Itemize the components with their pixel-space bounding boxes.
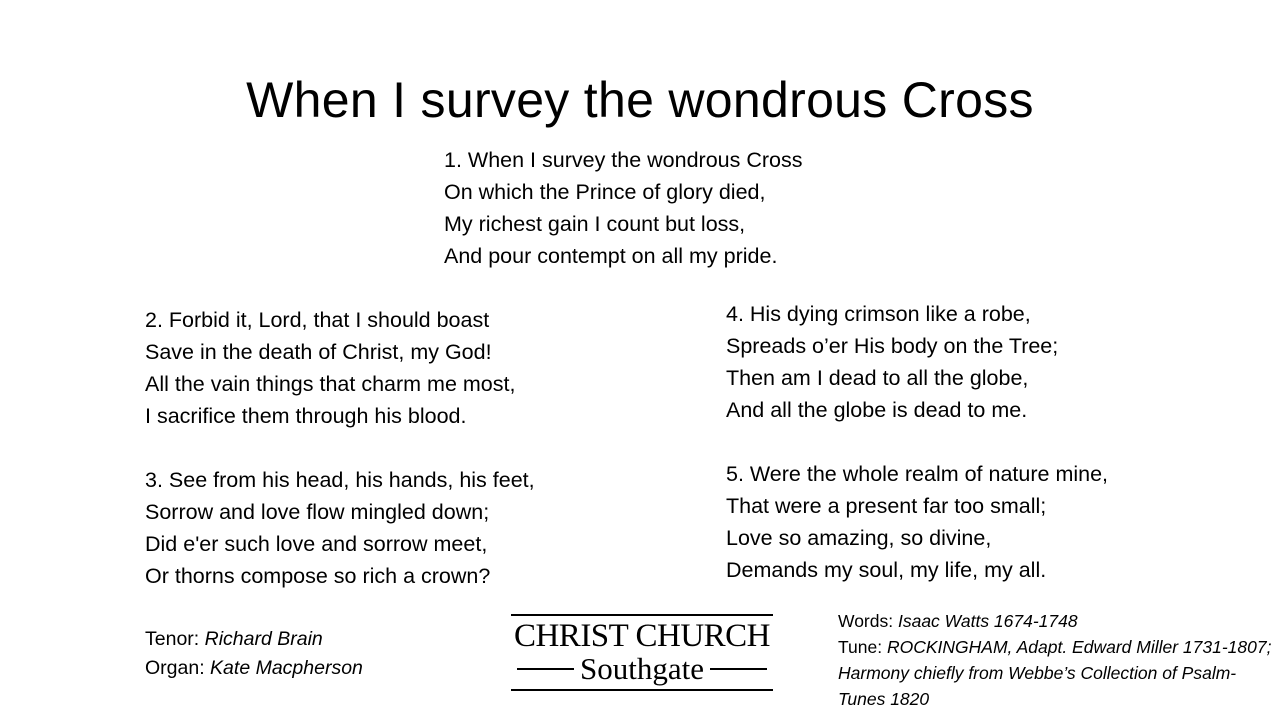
verse-line: 4. His dying crimson like a robe,	[726, 302, 1031, 326]
tenor-label: Tenor:	[145, 628, 205, 650]
church-logo	[511, 614, 773, 692]
verse-line: Did e'er such love and sorrow meet,	[145, 532, 488, 556]
logo-sub-text: Southgate	[580, 651, 704, 686]
verse-line: I sacrifice them through his blood.	[145, 404, 467, 428]
verse-line: Love so amazing, so divine,	[726, 526, 992, 550]
verse-line: Then am I dead to all the globe,	[726, 366, 1029, 390]
words-credit	[838, 608, 1274, 634]
tune-credit	[838, 634, 1274, 712]
organ-name: Kate Macpherson	[210, 657, 363, 679]
words-value: Isaac Watts 1674-1748	[897, 611, 1078, 631]
verse-line: On which the Prince of glory died,	[444, 180, 766, 204]
words-label: Words:	[838, 611, 898, 631]
organ-credit	[145, 654, 363, 683]
logo-sub-row	[511, 652, 773, 686]
tenor-credit	[145, 625, 363, 654]
logo-left-dash	[517, 668, 574, 670]
verse-line: Or thorns compose so rich a crown?	[145, 564, 491, 588]
verse-line: Demands my soul, my life, my all.	[726, 558, 1047, 582]
verse-line: Sorrow and love flow mingled down;	[145, 500, 490, 524]
tune-value: ROCKINGHAM, Adapt. Edward Miller 1731-1807; Harmony chiefly from Webbe’s Collection of Psalm-Tunes 1820	[838, 637, 1272, 709]
logo-right-dash	[710, 668, 767, 670]
verse-line: Save in the death of Christ, my God!	[145, 340, 492, 364]
verse-line: 1. When I survey the wondrous Cross	[444, 148, 803, 172]
verse-line: My richest gain I count but loss,	[444, 212, 746, 236]
verse-3	[145, 464, 535, 592]
tune-label: Tune:	[838, 637, 887, 657]
verse-4	[726, 298, 1058, 426]
verse-line: 5. Were the whole realm of nature mine,	[726, 462, 1109, 486]
verse-line: And pour contempt on all my pride.	[444, 244, 778, 268]
logo-bottom-rule	[511, 689, 773, 691]
verse-line: And all the globe is dead to me.	[726, 398, 1028, 422]
verse-line: That were a present far too small;	[726, 494, 1047, 518]
verse-line: 3. See from his head, his hands, his feet,	[145, 468, 535, 492]
performers	[145, 625, 363, 683]
logo-top-rule	[511, 614, 773, 616]
hymn-title: When I survey the wondrous Cross	[246, 71, 1034, 128]
verse-line: 2. Forbid it, Lord, that I should boast	[145, 308, 490, 332]
organ-label: Organ:	[145, 657, 211, 679]
verse-5	[726, 458, 1108, 586]
verse-2	[145, 304, 515, 432]
verse-1	[444, 144, 803, 272]
logo-main-text: CHRIST CHURCH	[513, 618, 771, 654]
credits	[838, 608, 1274, 712]
tenor-name: Richard Brain	[204, 628, 323, 650]
verse-line: Spreads o’er His body on the Tree;	[726, 334, 1059, 358]
verse-line: All the vain things that charm me most,	[145, 372, 516, 396]
